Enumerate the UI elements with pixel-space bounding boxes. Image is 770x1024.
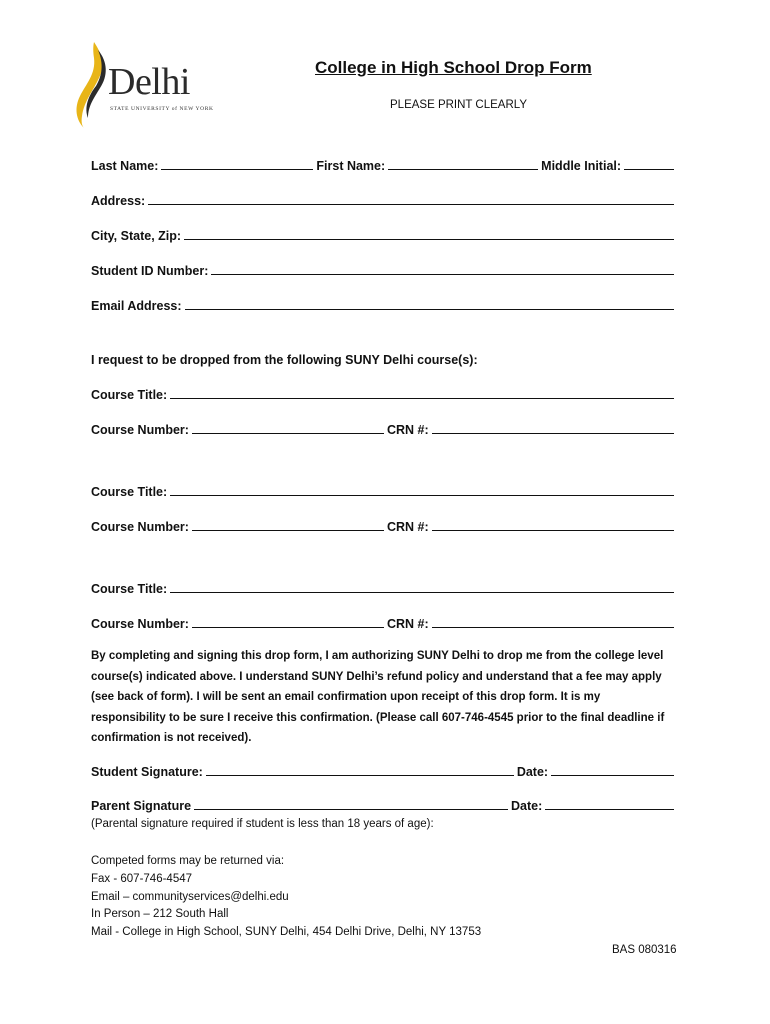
crn-field-1[interactable] [432,421,674,434]
course-number-row-1 [91,421,677,438]
address-label: Address: [91,194,146,208]
first-name-field[interactable] [388,157,538,170]
address-field[interactable] [148,192,674,205]
email-label: Email Address: [91,299,182,313]
course-number-field-1[interactable] [192,421,384,434]
form-code: BAS 080316 [612,944,677,956]
middle-initial-label: Middle Initial: [541,159,622,173]
course-title-field-2[interactable] [170,483,674,496]
parent-signature-note: (Parental signature required if student is less than 18 years of age): [91,818,434,830]
student-date-field[interactable] [551,763,674,776]
city-state-zip-field[interactable] [184,227,674,240]
logo-wordmark: Delhi [108,61,190,103]
email-field[interactable] [185,297,674,310]
middle-initial-field[interactable] [624,157,674,170]
return-mail: Mail - College in High School, SUNY Delhi, 454 Delhi Drive, Delhi, NY 13753 [91,926,482,939]
course-title-row-2 [91,483,677,500]
first-name-label: First Name: [316,159,386,173]
email-row [91,297,677,314]
course-number-field-3[interactable] [192,615,384,628]
course-number-field-2[interactable] [192,518,384,531]
student-signature-label: Student Signature: [91,765,203,779]
crn-label: CRN #: [386,520,429,534]
course-title-field-1[interactable] [170,386,674,399]
course-title-label: Course Title: [91,582,168,596]
course-number-label: Course Number: [91,617,189,631]
city-state-zip-label: City, State, Zip: [91,229,182,243]
return-instructions [91,853,481,942]
last-name-field[interactable] [161,157,313,170]
parent-signature-field[interactable] [194,797,508,810]
course-number-label: Course Number: [91,520,189,534]
address-row [91,192,677,209]
return-email: Email – communityservices@delhi.edu [91,890,289,903]
crn-label: CRN #: [386,423,429,437]
course-number-row-3 [91,615,677,632]
crn-field-3[interactable] [432,615,674,628]
return-in-person: In Person – 212 South Hall [91,908,229,921]
return-heading: Competed forms may be returned via: [91,855,285,867]
request-statement-text: I request to be dropped from the following SUNY Delhi course(s): [91,353,478,367]
crn-field-2[interactable] [432,518,674,531]
student-signature-row [91,763,677,780]
last-name-label: Last Name: [91,159,159,173]
student-id-field[interactable] [211,262,674,275]
authorization-paragraph: By completing and signing this drop form, I am authorizing SUNY Delhi to drop me from the college level course(s) indicated above. I understand SUNY Delhi’s refund policy and understand that a fee may apply (see back of form). I will be sent an email confirmation upon receipt of this drop form. It is my responsibility to be sure I receive this confirmation. (Please call 607-746-4545 prior to the final deadline if confirmation is not received). [91,650,665,744]
course-number-row-2 [91,518,677,535]
crn-label: CRN #: [386,617,429,631]
name-row [91,157,677,174]
course-number-label: Course Number: [91,423,189,437]
suny-delhi-logo [72,40,232,130]
student-id-label: Student ID Number: [91,264,209,278]
date-label: Date: [511,799,543,813]
form-subtitle: PLEASE PRINT CLEARLY [390,99,527,111]
student-signature-field[interactable] [206,763,514,776]
course-title-row-3 [91,580,677,597]
course-title-label: Course Title: [91,388,168,402]
date-label: Date: [516,765,549,779]
parent-date-field[interactable] [545,797,674,810]
course-title-field-3[interactable] [170,580,674,593]
logo-subtitle: STATE UNIVERSITY of NEW YORK [110,106,214,112]
city-state-zip-row [91,227,677,244]
request-statement [91,352,677,368]
parent-signature-label: Parent Signature [91,799,192,813]
flame-logo-icon [72,40,112,130]
parent-signature-row [91,797,677,814]
course-title-label: Course Title: [91,485,168,499]
course-title-row-1 [91,386,677,403]
student-id-row [91,262,677,279]
form-title: College in High School Drop Form [315,58,592,77]
return-fax: Fax - 607-746-4547 [91,872,193,885]
